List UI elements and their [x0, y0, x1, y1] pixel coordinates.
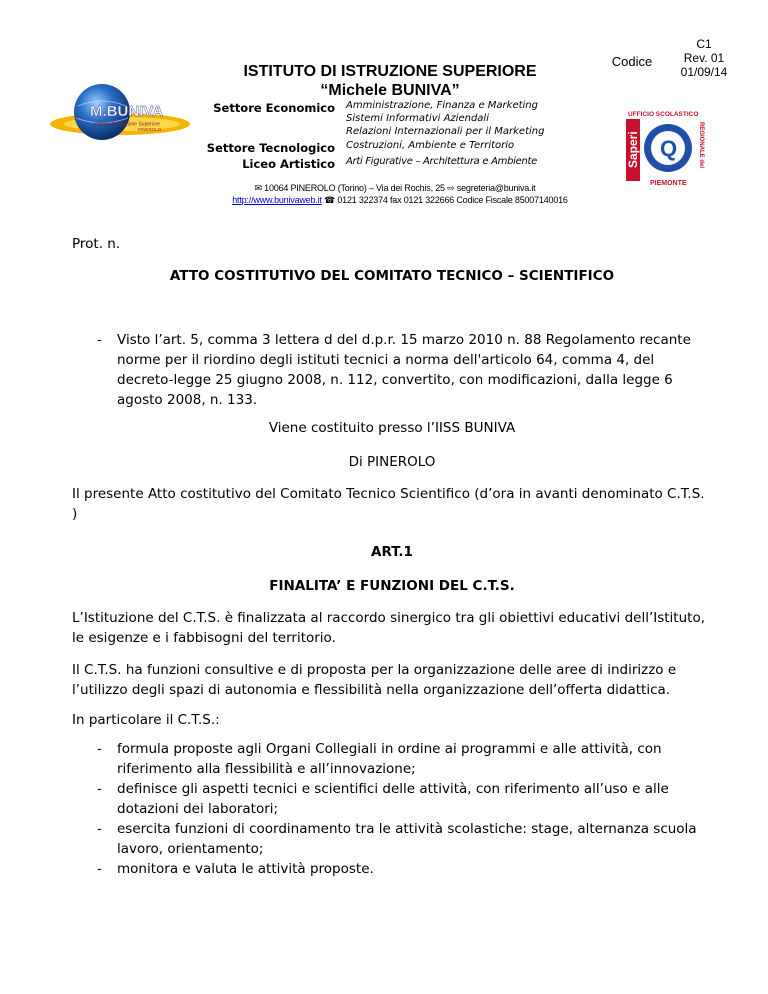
contact-line-address: [225, 183, 565, 194]
document-title: ATTO COSTITUTIVO DEL COMITATO TECNICO – SCIENTIFICO: [169, 268, 615, 284]
dash-bullet: -: [97, 781, 102, 797]
dash-bullet: -: [97, 861, 102, 877]
paragraph-2: Il C.T.S. ha funzioni consultive e di proposta per la organizzazione delle aree di indirizzo e l’utilizzo degli spazi di autonomia e flessibilità nella organizzazione dell’offerta didattica.: [72, 662, 677, 698]
codice-label: Codice: [611, 54, 653, 69]
sector-label-liceo: Liceo Artistico: [242, 157, 335, 171]
sector-desc-line: Arti Figurative – Architettura e Ambiente: [346, 156, 537, 167]
list-item: [97, 739, 712, 779]
institute-title-line1: ISTITUTO DI ISTRUZIONE SUPERIORE: [243, 63, 537, 80]
buniva-logo: [50, 80, 190, 150]
luogo-line: Di PINEROLO: [348, 454, 436, 470]
saperi-logo: [620, 108, 710, 188]
costituito-line: Viene costituito presso l’IISS BUNIVA: [268, 420, 516, 436]
logo-city: PINEROLO: [138, 127, 162, 132]
sector-label-economico: Settore Economico: [213, 101, 335, 115]
logo-subtitle: Istituto di Istruzione Superiore: [94, 121, 161, 128]
list-item-text: esercita funzioni di coordinamento tra le attività scolastiche: stage, alternanza scuola lavoro, orientamento;: [117, 821, 697, 857]
sector-desc-line: Costruzioni, Ambiente e Territorio: [346, 140, 515, 151]
sector-desc-line: Relazioni Internazionali per il Marketing: [346, 126, 545, 137]
list-item-text: formula proposte agli Organi Collegiali in ordine ai programmi e alle attività, con riferimento alla flessibilità e all’innovazione;: [117, 741, 662, 777]
phone-fax-text: 0121 322374 fax 0121 322666 Codice Fiscale 85007140016: [337, 195, 568, 205]
saperi-bottom-text: PIEMONTE: [650, 180, 687, 187]
list-item: [97, 819, 712, 859]
paragraph-3: In particolare il C.T.S.:: [72, 712, 220, 728]
document-revision: Rev. 01: [683, 51, 725, 65]
phone-icon: ☎: [324, 195, 336, 205]
list-item: [97, 779, 712, 819]
functions-list: [97, 739, 712, 879]
article-subtitle: FINALITA’ E FUNZIONI DEL C.T.S.: [269, 578, 515, 594]
list-item-text: monitora e valuta le attività proposte.: [117, 861, 374, 877]
saperi-top-text: UFFICIO SCOLASTICO: [628, 111, 699, 118]
protocol-label: Prot. n.: [72, 236, 121, 252]
list-item: [97, 859, 712, 879]
logo-brand-text: M.BUNIVA: [90, 103, 164, 120]
dash-bullet: -: [97, 821, 102, 837]
dash-bullet: -: [97, 332, 102, 348]
visto-text: Visto l’art. 5, comma 3 lettera d del d.p.r. 15 marzo 2010 n. 88 Regolamento recante norme per il riordino degli istituti tecnici a norma dell'articolo 64, comma 4, del decreto-legge 25 giugno 2008, n. 112, convertito, con modificazioni, dalla legge 6 agosto 2008, n. 133.: [117, 332, 691, 408]
saperi-mark: Q: [660, 136, 678, 161]
saperi-side-text: REGIONALE del: [698, 122, 704, 169]
contact-line-web: [190, 195, 610, 206]
dash-bullet: -: [97, 741, 102, 757]
article-title: ART.1: [371, 544, 413, 560]
sector-desc-liceo: [346, 155, 537, 168]
institute-title: [195, 62, 585, 100]
email-text[interactable]: segreteria@buniva.it: [456, 183, 536, 193]
document-code: C1: [696, 37, 712, 51]
address-text: 10064 PINEROLO (Torino) – Via dei Rochis, 25: [264, 183, 445, 193]
paragraph-1: L’Istituzione del C.T.S. è finalizzata al raccordo sinergico tra gli obiettivi educativi dell’Istituto, le esigenze e i fabbisogni del territorio.: [72, 610, 705, 646]
email-icon: ⇨: [447, 183, 455, 193]
saperi-brand-text: Saperi: [626, 131, 640, 168]
document-date: 01/09/14: [680, 65, 728, 79]
list-item-text: definisce gli aspetti tecnici e scientifici delle attività, con riferimento all’uso e alle dotazioni dei laboratori;: [117, 781, 669, 817]
sector-desc-line: Sistemi Informativi Aziendali: [346, 113, 489, 124]
institute-title-line2: “Michele BUNIVA”: [320, 82, 460, 99]
envelope-icon: ✉: [254, 183, 262, 193]
sector-desc-economico: [346, 99, 544, 138]
sector-desc-line: Amministrazione, Finanza e Marketing: [346, 100, 538, 111]
document-code-box: [664, 37, 744, 79]
sector-label-tecnologico: Settore Tecnologico: [206, 141, 335, 155]
presente-paragraph: Il presente Atto costitutivo del Comitato Tecnico Scientifico (d’ora in avanti denominato C.T.S. ): [72, 486, 705, 522]
website-link[interactable]: http://www.bunivaweb.it: [232, 195, 322, 205]
visto-item: [97, 330, 712, 410]
sector-desc-tecnologico: [346, 139, 514, 152]
